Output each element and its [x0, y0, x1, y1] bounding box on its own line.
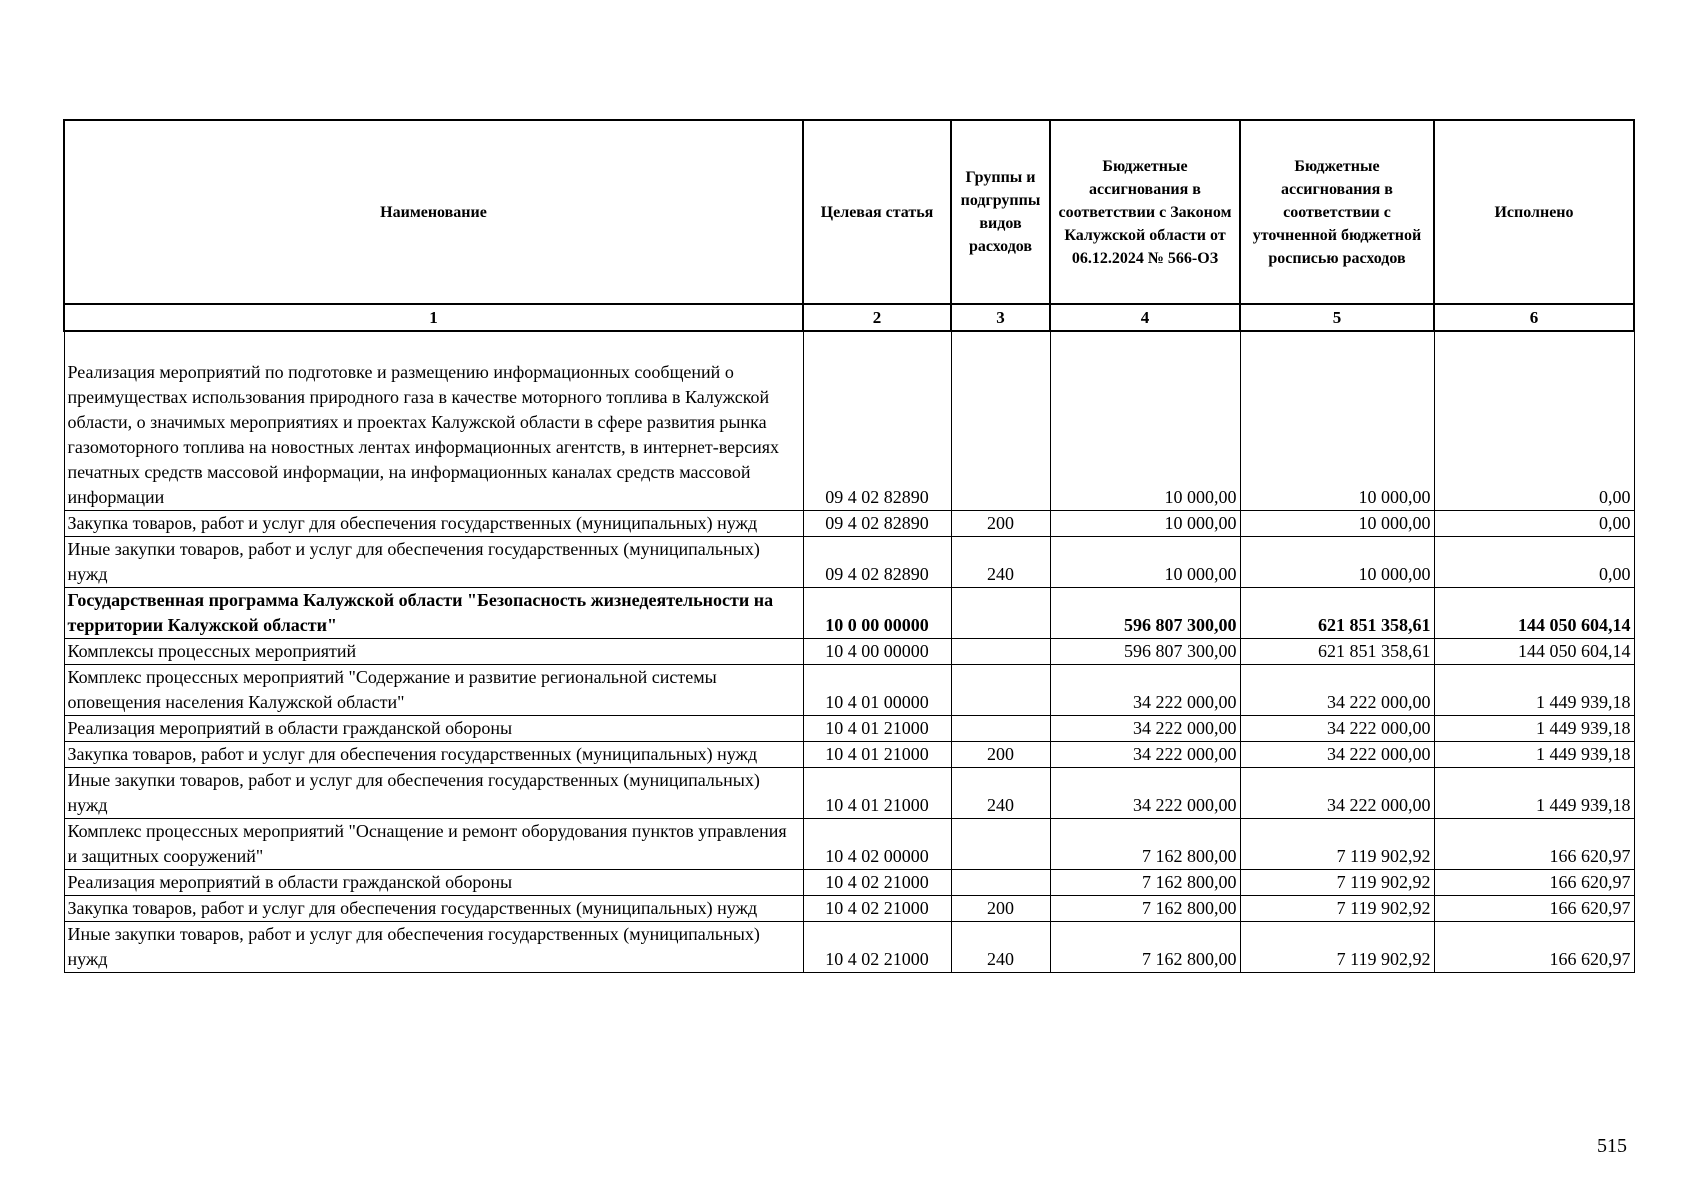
- cell-expense-group: 240: [951, 537, 1050, 588]
- cell-target-article: 09 4 02 82890: [803, 537, 951, 588]
- cell-name: Реализация мероприятий в области гражданской обороны: [64, 870, 803, 896]
- cell-executed-amount: 144 050 604,14: [1434, 639, 1634, 665]
- cell-law-amount: 34 222 000,00: [1050, 768, 1240, 819]
- header-name: Наименование: [64, 120, 803, 304]
- cell-expense-group: [951, 716, 1050, 742]
- table-row: [64, 665, 1634, 716]
- table-row: [64, 819, 1634, 870]
- cell-refined-amount: 7 119 902,92: [1240, 870, 1434, 896]
- table-row: [64, 588, 1634, 639]
- cell-refined-amount: 10 000,00: [1240, 331, 1434, 511]
- cell-name: Реализация мероприятий в области гражданской обороны: [64, 716, 803, 742]
- column-number: 5: [1240, 304, 1434, 331]
- cell-law-amount: 7 162 800,00: [1050, 922, 1240, 973]
- cell-executed-amount: 166 620,97: [1434, 896, 1634, 922]
- cell-executed-amount: 1 449 939,18: [1434, 716, 1634, 742]
- cell-law-amount: 7 162 800,00: [1050, 819, 1240, 870]
- cell-refined-amount: 621 851 358,61: [1240, 639, 1434, 665]
- cell-name: Комплекс процессных мероприятий "Оснащение и ремонт оборудования пунктов управления и защитных сооружений": [64, 819, 803, 870]
- cell-name: Иные закупки товаров, работ и услуг для обеспечения государственных (муниципальных) нужд: [64, 922, 803, 973]
- cell-name: Закупка товаров, работ и услуг для обеспечения государственных (муниципальных) нужд: [64, 742, 803, 768]
- table-row: [64, 768, 1634, 819]
- header-executed: Исполнено: [1434, 120, 1634, 304]
- cell-expense-group: [951, 588, 1050, 639]
- cell-target-article: 09 4 02 82890: [803, 331, 951, 511]
- header-target-article: Целевая статья: [803, 120, 951, 304]
- table-row: [64, 896, 1634, 922]
- column-number: 6: [1434, 304, 1634, 331]
- table-row: [64, 511, 1634, 537]
- cell-law-amount: 596 807 300,00: [1050, 639, 1240, 665]
- table-row: [64, 331, 1634, 511]
- cell-refined-amount: 7 119 902,92: [1240, 819, 1434, 870]
- cell-law-amount: 34 222 000,00: [1050, 716, 1240, 742]
- cell-expense-group: 240: [951, 922, 1050, 973]
- cell-target-article: 10 4 01 21000: [803, 716, 951, 742]
- table-row: [64, 922, 1634, 973]
- cell-refined-amount: 10 000,00: [1240, 511, 1434, 537]
- cell-executed-amount: 166 620,97: [1434, 922, 1634, 973]
- cell-target-article: 10 4 02 21000: [803, 922, 951, 973]
- cell-law-amount: 10 000,00: [1050, 511, 1240, 537]
- cell-law-amount: 7 162 800,00: [1050, 870, 1240, 896]
- cell-name: Иные закупки товаров, работ и услуг для обеспечения государственных (муниципальных) нужд: [64, 537, 803, 588]
- cell-refined-amount: 34 222 000,00: [1240, 665, 1434, 716]
- table-row: [64, 639, 1634, 665]
- cell-target-article: 10 4 02 00000: [803, 819, 951, 870]
- cell-executed-amount: 166 620,97: [1434, 819, 1634, 870]
- cell-law-amount: 34 222 000,00: [1050, 742, 1240, 768]
- header-expense-groups: Группы и подгруппы видов расходов: [951, 120, 1050, 304]
- cell-expense-group: [951, 639, 1050, 665]
- table-body: [64, 331, 1634, 973]
- cell-expense-group: [951, 331, 1050, 511]
- cell-expense-group: 200: [951, 511, 1050, 537]
- cell-executed-amount: 0,00: [1434, 511, 1634, 537]
- cell-name: Государственная программа Калужской области "Безопасность жизнедеятельности на территории Калужской области": [64, 588, 803, 639]
- cell-executed-amount: 144 050 604,14: [1434, 588, 1634, 639]
- column-number: 1: [64, 304, 803, 331]
- cell-law-amount: 10 000,00: [1050, 537, 1240, 588]
- cell-law-amount: 10 000,00: [1050, 331, 1240, 511]
- cell-law-amount: 596 807 300,00: [1050, 588, 1240, 639]
- column-number: 4: [1050, 304, 1240, 331]
- cell-executed-amount: 0,00: [1434, 331, 1634, 511]
- header-row: [64, 120, 1634, 304]
- cell-executed-amount: 0,00: [1434, 537, 1634, 588]
- cell-law-amount: 7 162 800,00: [1050, 896, 1240, 922]
- table-row: [64, 870, 1634, 896]
- cell-executed-amount: 1 449 939,18: [1434, 768, 1634, 819]
- column-number: 2: [803, 304, 951, 331]
- cell-name: Иные закупки товаров, работ и услуг для обеспечения государственных (муниципальных) нужд: [64, 768, 803, 819]
- page-number: 515: [1597, 1135, 1627, 1157]
- cell-expense-group: [951, 870, 1050, 896]
- cell-name: Комплекс процессных мероприятий "Содержание и развитие региональной системы оповещения населения Калужской области": [64, 665, 803, 716]
- cell-name: Комплексы процессных мероприятий: [64, 639, 803, 665]
- cell-target-article: 10 0 00 00000: [803, 588, 951, 639]
- cell-refined-amount: 34 222 000,00: [1240, 768, 1434, 819]
- header-refined-appropriations: Бюджетные ассигнования в соответствии с уточненной бюджетной росписью расходов: [1240, 120, 1434, 304]
- cell-name: Реализация мероприятий по подготовке и размещению информационных сообщений о преимуществах использования природного газа в качестве моторного топлива в Калужской области, о значимых мероприятиях и проектах Калужской области в сфере развития рынка газомоторного топлива на новостных лентах информационных агентств, в интернет-версиях печатных средств массовой информации, на информационных каналах средств массовой информации: [64, 331, 803, 511]
- cell-expense-group: 200: [951, 742, 1050, 768]
- table-row: [64, 742, 1634, 768]
- column-number-row: [64, 304, 1634, 331]
- cell-refined-amount: 7 119 902,92: [1240, 922, 1434, 973]
- cell-name: Закупка товаров, работ и услуг для обеспечения государственных (муниципальных) нужд: [64, 896, 803, 922]
- cell-target-article: 10 4 01 00000: [803, 665, 951, 716]
- cell-executed-amount: 1 449 939,18: [1434, 665, 1634, 716]
- cell-executed-amount: 1 449 939,18: [1434, 742, 1634, 768]
- cell-refined-amount: 34 222 000,00: [1240, 716, 1434, 742]
- cell-refined-amount: 621 851 358,61: [1240, 588, 1434, 639]
- cell-target-article: 10 4 01 21000: [803, 742, 951, 768]
- cell-expense-group: 240: [951, 768, 1050, 819]
- cell-refined-amount: 7 119 902,92: [1240, 896, 1434, 922]
- table-row: [64, 716, 1634, 742]
- cell-target-article: 10 4 01 21000: [803, 768, 951, 819]
- cell-target-article: 10 4 02 21000: [803, 870, 951, 896]
- budget-table: [63, 119, 1635, 973]
- cell-refined-amount: 10 000,00: [1240, 537, 1434, 588]
- cell-expense-group: 200: [951, 896, 1050, 922]
- cell-law-amount: 34 222 000,00: [1050, 665, 1240, 716]
- cell-expense-group: [951, 819, 1050, 870]
- cell-expense-group: [951, 665, 1050, 716]
- table-row: [64, 537, 1634, 588]
- cell-target-article: 09 4 02 82890: [803, 511, 951, 537]
- cell-refined-amount: 34 222 000,00: [1240, 742, 1434, 768]
- cell-target-article: 10 4 02 21000: [803, 896, 951, 922]
- column-number: 3: [951, 304, 1050, 331]
- table-header: [64, 120, 1634, 331]
- cell-executed-amount: 166 620,97: [1434, 870, 1634, 896]
- cell-name: Закупка товаров, работ и услуг для обеспечения государственных (муниципальных) нужд: [64, 511, 803, 537]
- header-law-appropriations: Бюджетные ассигнования в соответствии с Законом Калужской области от 06.12.2024 № 566-ОЗ: [1050, 120, 1240, 304]
- cell-target-article: 10 4 00 00000: [803, 639, 951, 665]
